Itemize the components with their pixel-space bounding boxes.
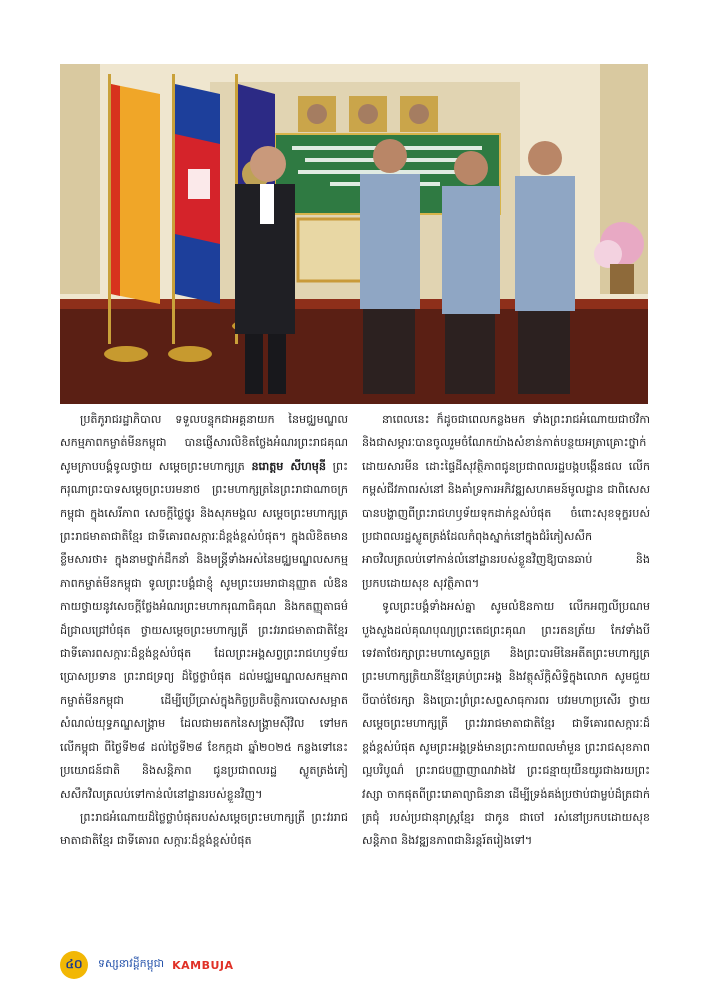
page-footer [60, 950, 360, 980]
magazine-title: ទស្សនាវដ្ដីកម្ពុជា [98, 957, 165, 970]
page-number-badge: ៤០ [60, 951, 88, 979]
left-paragraph-1: ប្រតិភូរាជរដ្ឋាភិបាល ទទួលបន្ទុកជាអគ្គនាយក នៃមជ្ឈមណ្ឌលសកម្មភាពកម្ចាត់មីនកម្ពុជា បានផ្ញើសារលិខិតថ្លែងអំណរព្រះរាជគុណ សូមក្រាបបង្គំទូលថ្វាយ សម្ដេចព្រះមហាក្សត្រ នរោត្តម សីហមុនី ព្រះករុណាព្រះបាទសម្ដេចព្រះបរមនាថ ព្រះមហាក្សត្រនៃព្រះរាជាណាចក្រកម្ពុជា ក្នុងសេរីភាព សេចក្ដីថ្លៃថ្នូរ និងសុភមង្គល សម្ដេចព្រះមហាក្សត្រ ព្រះរាជមាតាជាតិខ្មែរ ជាទីគោរពសក្ការៈដ៏ខ្ពង់ខ្ពស់បំផុត។ ក្នុងលិខិតមានខ្លឹមសារថា៖ ក្នុងនាមថ្នាក់ដឹកនាំ និងមន្ត្រីទាំងអស់នៃមជ្ឈមណ្ឌលសកម្មភាពកម្ចាត់មីនកម្ពុជា ទូលព្រះបង្គំជាខ្ញុំ សូមព្រះបរមរាជានុញ្ញាត លំឱនកាយថ្វាយនូវសេចក្ដីថ្លែងអំណរព្រះមហាករុណាធិគុណ និងកតញ្ញុតាធម៌ដ៏ជ្រាលជ្រៅបំផុត ថ្វាយសម្ដេចព្រះមហាក្សត្រី ព្រះវររាជមាតាជាតិខ្មែរ ជាទីគោរពសក្ការៈដ៏ខ្ពង់ខ្ពស់បំផុត ដែលព្រះអង្គសព្វព្រះរាជហឫទ័យប្រោសប្រទាន ព្រះរាជទ្រព្យ ដ៏ថ្លៃថ្លាបំផុត ដល់មជ្ឈមណ្ឌលសកម្មភាពកម្ចាត់មីនកម្ពុជា ដើម្បីប្រើប្រាស់ក្នុងកិច្ចប្រតិបត្តិការបោសសម្អាតសំណល់យុទ្ធភណ្ឌសង្គ្រាម ដែលជាមរតកនៃសង្គ្រាមស៊ីវិល ទៅមកលើកម្ពុជា ពីថ្ងៃទី២៨ ដល់ថ្ងៃទី២៨ ខែកក្កដា ឆ្នាំ២០២៥ កន្លងទៅនេះ ប្រយោជន៍ជាតិ និងសន្តិភាព ជូនប្រជាពលរដ្ឋ ស្លូតត្រង់ភៀសសឹកវិលត្រលប់ទៅកាន់លំនៅដ្ឋានរបស់ខ្លួនវិញ។ [60, 413, 348, 801]
left-text-column [60, 408, 348, 853]
right-paragraph-2: ទូលព្រះបង្គំទាំងអស់គ្នា សូមលំឱនកាយ លើកអញ្ជលីប្រណមបួងសួងដល់គុណបុណ្យព្រះតេជព្រះគុណ ព្រះរតនត្រ័យ កែវទាំងបី ទេវតាថែរក្សាព្រះមហាស្វេតច្ឆត្រ និងព្រះបារមីនៃអតីតព្រះមហាក្សត្រ ព្រះមហាក្សត្រិយានីខ្មែរគ្រប់ព្រះអង្គ និងវត្ថុស័ក្តិសិទ្ធិក្នុងលោក សូមជួយបីបាច់ថែរក្សា និងប្រោះព្រំព្រះសព្ទសាធុការពរ បវរមហាប្រសើរ ថ្វាយ សម្ដេចព្រះមហាក្សត្រី ព្រះវររាជមាតាជាតិខ្មែរ ជាទីគោរពសក្ការៈដ៏ខ្ពង់ខ្ពស់បំផុត សូមព្រះអង្គទ្រង់មានព្រះកាយពលមាំមួន ព្រះរាជសុខភាពល្អបរិបូណ៌ ព្រះរាជបញ្ញាញាណវាងវៃ ព្រះជន្មាយុយឺនយូរជាងរយព្រះវស្សា ចាកផុតពីព្រះរោគាព្យាធិនានា ដើម្បីទ្រង់គង់ប្រថាប់ជាម្លប់ដ៏ត្រជាក់ត្រជុំ របស់ប្រជានុរាស្ត្រខ្មែរ ជាកូន ជាចៅ រស់នៅប្រកបដោយសុខសន្តិភាព និងវឌ្ឍនភាពជានិរន្តរ៍តរៀងទៅ។ [362, 600, 650, 848]
ceremony-photo [60, 64, 648, 404]
ceremony-photo-drawing [60, 64, 648, 404]
left-paragraph-2: ព្រះរាជអំណោយដ៏ថ្លៃថ្លាបំផុតរបស់សម្ដេចព្រះមហាក្សត្រី ព្រះវររាជមាតាជាតិខ្មែរ ជាទីគោរព សក្ការៈដ៏ខ្ពង់ខ្ពស់បំផុត [60, 810, 348, 848]
right-paragraph-1: នាពេលនេះ ក៏ដូចជាពេលកន្លងមក ទាំងព្រះរាជអំណោយជាថវិកា និងជាសម្ភារៈបានចូលរួមចំណែកយ៉ាងសំខាន់កាត់បន្ថយអត្រាគ្រោះថ្នាក់ដោយសារមីន ដោះផ្ទៃដីសុវត្ថិភាពជូនប្រជាពលរដ្ឋបង្កបង្កើនផល លើកកម្ពស់ជីវភាពរស់នៅ និងគាំទ្រការអភិវឌ្ឍសហគមន៍មូលដ្ឋាន ជាពិសេសបានបង្ហាញពីព្រះរាជហឫទ័យទុកដាក់ខ្ពស់បំផុត ចំពោះសុខទុក្ខរបស់ប្រជាពលរដ្ឋស្លូតត្រង់ដែលកំពុងស្នាក់នៅក្នុងជំរំភៀសសឹក អាចវិលត្រលប់ទៅកាន់លំនៅដ្ឋានរបស់ខ្លួនវិញឱ្យបានឆាប់ និងប្រកបដោយសុខ សុវត្ថិភាព។ [362, 413, 650, 590]
king-name: នរោត្តម សីហមុនី [251, 459, 326, 473]
right-text-column [362, 408, 650, 853]
magazine-brand: KAMBUJA [172, 958, 234, 972]
